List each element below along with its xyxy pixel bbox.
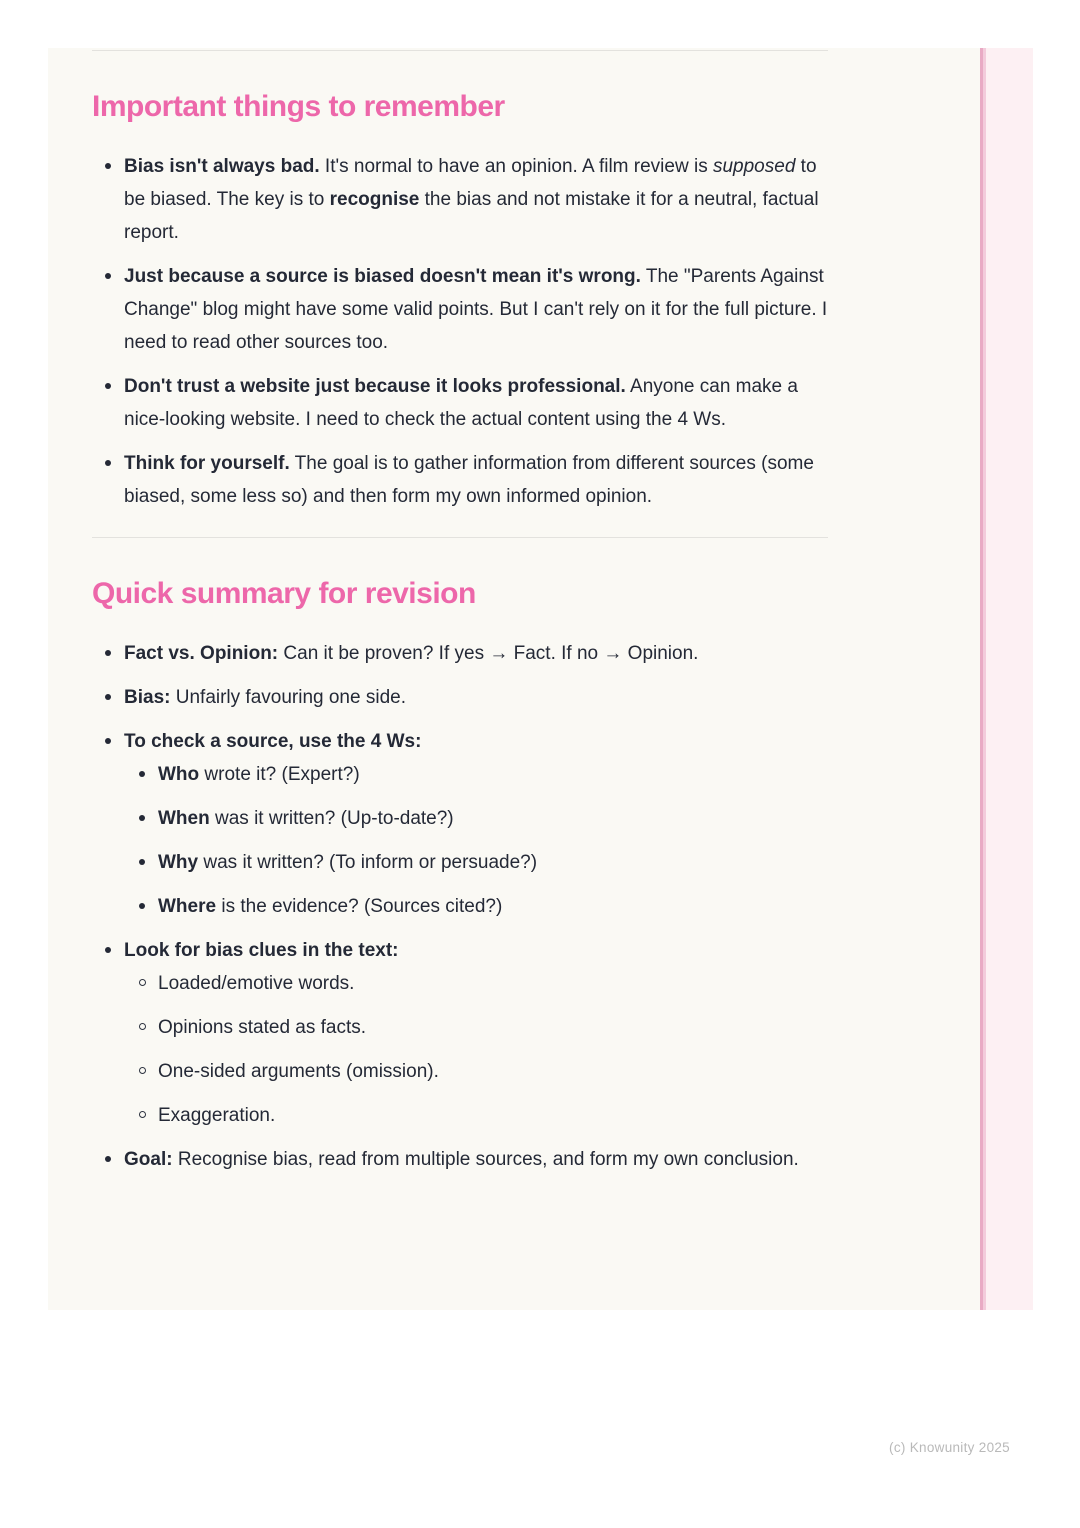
footer-copyright: (c) Knowunity 2025 <box>889 1440 1010 1455</box>
bullet-list <box>92 637 828 1176</box>
text-run: to be biased. The key is to <box>124 156 817 210</box>
sub-list-item <box>158 1055 828 1088</box>
sub-list-item <box>158 846 828 879</box>
text-run: Unfairly favouring one side. <box>170 687 406 708</box>
text-run: Can it be proven? If yes → Fact. If no → Opinion. <box>278 643 699 664</box>
list-item <box>124 447 828 513</box>
text-run: is the evidence? (Sources cited?) <box>216 896 503 917</box>
text-run: Just because a source is biased doesn't mean it's wrong. <box>124 266 641 287</box>
text-run: Goal: <box>124 1149 173 1170</box>
text-run: the bias and not mistake it for a neutral, factual report. <box>124 189 819 243</box>
text-run: was it written? (To inform or persuade?) <box>198 852 538 873</box>
list-item <box>124 637 828 670</box>
list-item <box>124 934 828 1132</box>
section <box>92 537 828 1176</box>
text-run: wrote it? (Expert?) <box>199 764 360 785</box>
list-item <box>124 260 828 359</box>
text-run: Bias: <box>124 687 171 708</box>
text-run: It's normal to have an opinion. A film review is <box>319 156 713 177</box>
text-run: To check a source, use the 4 Ws: <box>124 731 422 752</box>
sub-list-item <box>158 802 828 835</box>
section-divider <box>92 50 828 51</box>
text-run: One-sided arguments (omission). <box>158 1061 439 1082</box>
text-run: Opinions stated as facts. <box>158 1017 367 1038</box>
list-item <box>124 1143 828 1176</box>
sub-list-item <box>158 1099 828 1132</box>
sub-list-item <box>158 1011 828 1044</box>
text-run: was it written? (Up-to-date?) <box>209 808 454 829</box>
bullet-list <box>92 150 828 513</box>
text-run: Where <box>158 896 217 917</box>
section-divider <box>92 537 828 538</box>
text-run: Think for yourself. <box>124 453 290 474</box>
sub-list-item <box>158 758 828 791</box>
text-run: Bias isn't always bad. <box>124 156 320 177</box>
list-item <box>124 150 828 249</box>
list-item <box>124 681 828 714</box>
sub-list <box>124 967 828 1132</box>
document-card <box>48 48 1033 1310</box>
text-run: Who <box>158 764 200 785</box>
sub-list <box>124 758 828 923</box>
document-content <box>92 48 828 1187</box>
text-run: Recognise bias, read from multiple sources, and form my own conclusion. <box>172 1149 799 1170</box>
list-item <box>124 370 828 436</box>
text-run: Anyone can make a nice-looking website. I need to check the actual content using the 4 Ws. <box>124 376 798 430</box>
text-run: When <box>158 808 210 829</box>
list-item <box>124 725 828 923</box>
sub-list-item <box>158 967 828 1000</box>
section <box>92 50 828 513</box>
text-run: Fact vs. Opinion: <box>124 643 279 664</box>
sub-list-item <box>158 890 828 923</box>
text-run: Look for bias clues in the text: <box>124 940 399 961</box>
text-run: recognise <box>329 189 420 210</box>
text-run: Loaded/emotive words. <box>158 973 355 994</box>
section-title: Quick summary for revision <box>92 577 476 610</box>
pink-sidebar <box>980 48 1033 1310</box>
text-run: The "Parents Against Change" blog might have some valid points. But I can't rely on it for the full picture. I need to read other sources too. <box>124 266 828 353</box>
text-run: Why <box>158 852 199 873</box>
text-run: supposed <box>712 156 796 177</box>
section-title: Important things to remember <box>92 90 505 123</box>
text-run: The goal is to gather information from different sources (some biased, some less so) and then form my own informed opinion. <box>124 453 814 507</box>
text-run: Don't trust a website just because it looks professional. <box>124 376 626 397</box>
text-run: Exaggeration. <box>158 1105 276 1126</box>
